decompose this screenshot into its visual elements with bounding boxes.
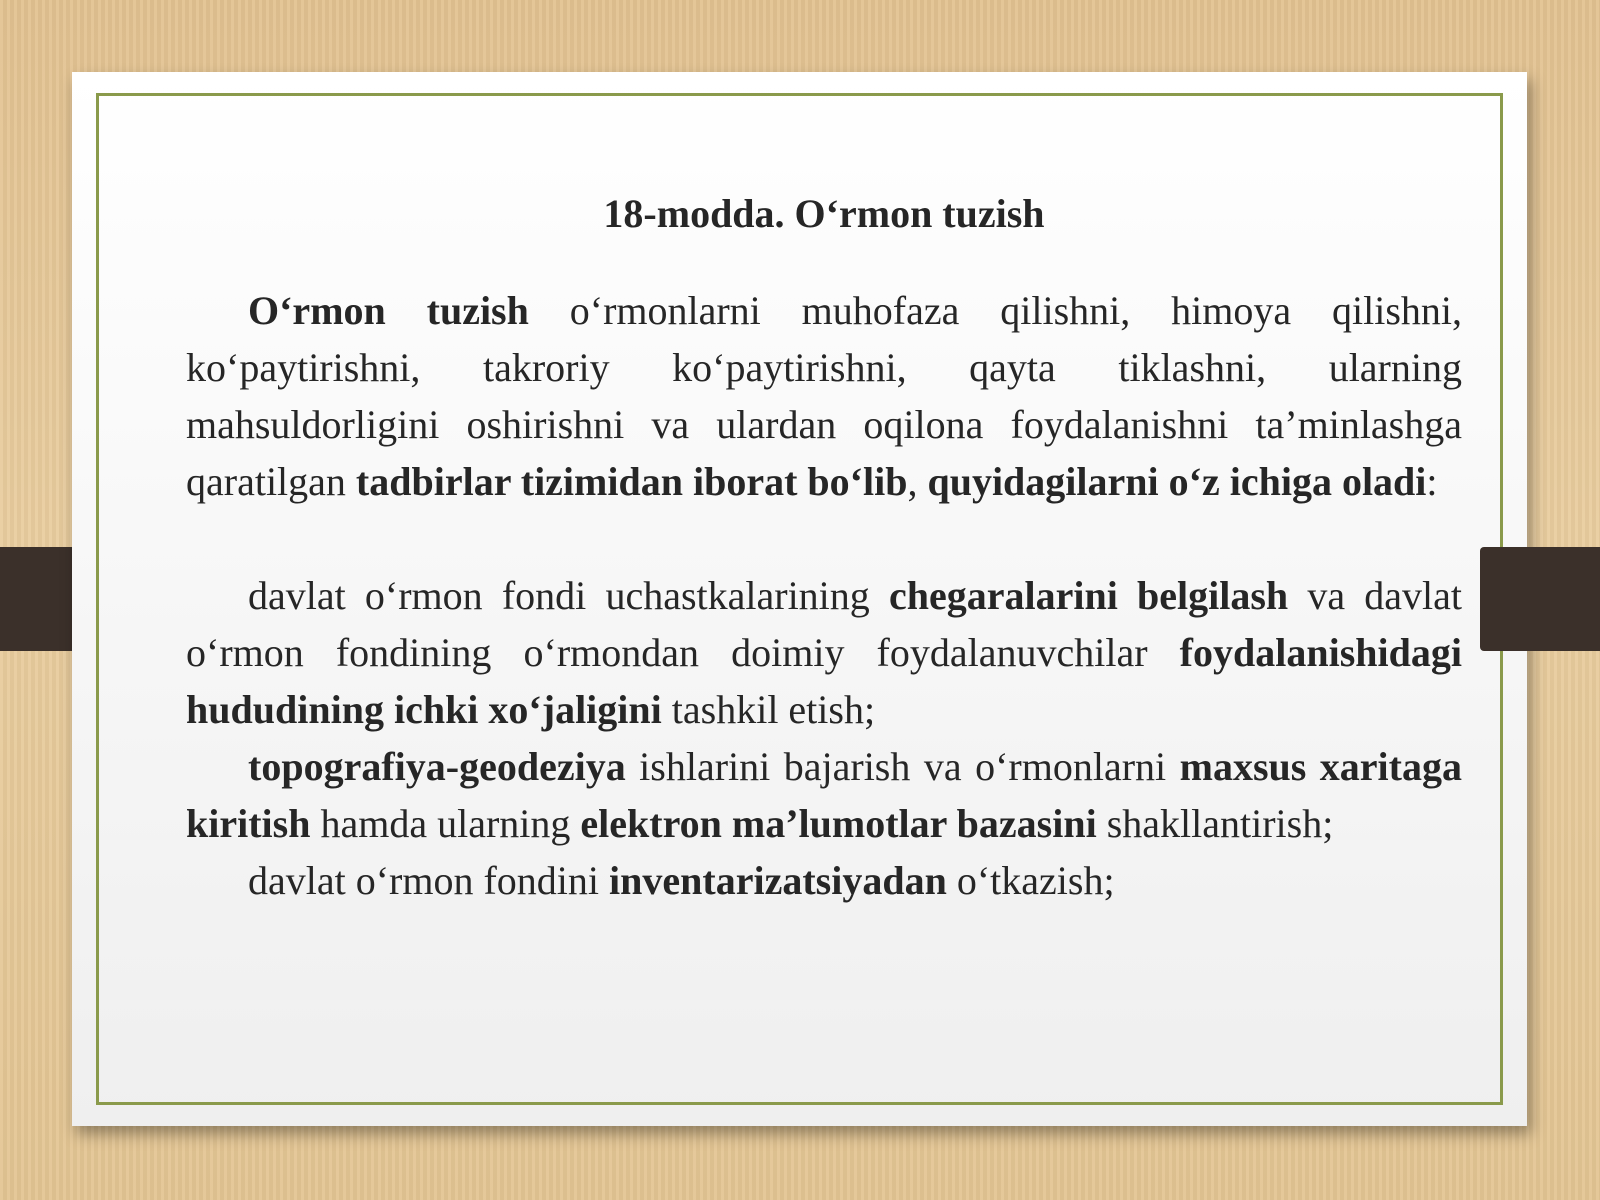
item1-text-c: tashkil etish; xyxy=(661,687,876,732)
item1-emphasis-a: chegaralarini belgilash xyxy=(888,573,1289,618)
list-item-boundaries xyxy=(186,567,1462,738)
item3-emphasis: inventarizatsiyadan xyxy=(609,858,947,903)
intro-term: O‘rmon tuzish xyxy=(248,288,529,333)
intro-comma: , xyxy=(907,459,928,504)
intro-paragraph xyxy=(186,282,1462,510)
item1-emphasis-b: foydalanishidagi hududining ichki xo‘jaligini xyxy=(186,630,1462,732)
item2-emphasis-c: elektron ma’lumotlar bazasini xyxy=(580,801,1097,846)
list-item-topography xyxy=(186,738,1462,852)
item2-text-c: shakllantirish; xyxy=(1096,801,1334,846)
intro-colon: : xyxy=(1426,459,1438,504)
item3-text-b: o‘tkazish; xyxy=(946,858,1115,903)
item2-emphasis-a: topografiya-geodeziya xyxy=(248,744,626,789)
intro-text: o‘rmonlarni muhofaza qilishni, himoya qilishni, ko‘paytirishni, takroriy ko‘paytirishni, qayta tiklashni, ularning mahsuldorligini oshirishni va ulardan oqilona foydalanishni ta’minlashga qaratilgan xyxy=(186,288,1462,504)
item1-text-b: va davlat o‘rmon fondining o‘rmondan doimiy foydalanuvchilar xyxy=(186,573,1463,675)
item2-emphasis-b: maxsus xaritaga kiritish xyxy=(186,744,1462,846)
item3-text-a: davlat o‘rmon fondini xyxy=(248,858,610,903)
item2-text-b: hamda ularning xyxy=(310,801,581,846)
item1-text-a: davlat o‘rmon fondi uchastkalarining xyxy=(248,573,889,618)
paragraph-spacer xyxy=(186,510,1462,567)
right-binder-tab xyxy=(1480,547,1600,651)
item2-text-a: ishlarini bajarish va o‘rmonlarni xyxy=(625,744,1180,789)
intro-emphasis: tadbirlar tizimidan iborat bo‘lib xyxy=(355,459,908,504)
list-item-inventory xyxy=(186,852,1462,909)
slide-content xyxy=(186,188,1462,909)
intro-emphasis-2: quyidagilarni o‘z ichiga oladi xyxy=(927,459,1427,504)
article-title: 18-modda. O‘rmon tuzish xyxy=(603,191,1045,236)
